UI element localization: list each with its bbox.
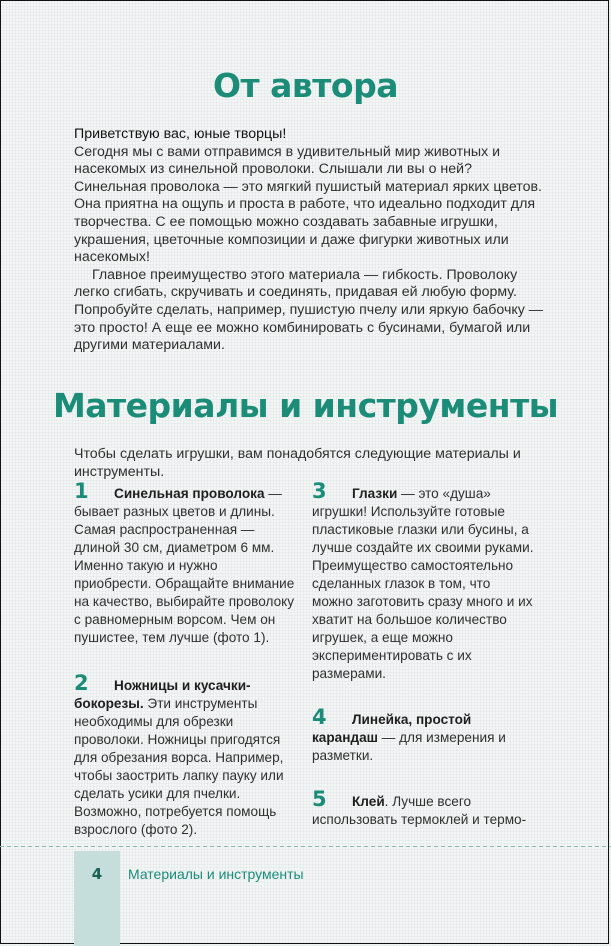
item-title: Глазки xyxy=(352,486,398,501)
item-text: Эти инструменты необходимы для обрезки проволоки. Ножницы пригодятся для обрезания ворса. Например, чтобы заострить лапку пауку или сделать усики для пчелки. Возможно, потребуется помощь взрослого (фото 2). xyxy=(74,696,284,837)
item-number: 1 xyxy=(74,479,89,503)
materials-lead: Чтобы сделать игрушки, вам понадобятся следующие материалы и инструменты. xyxy=(74,446,521,480)
item-title: Линейка, простой карандаш xyxy=(312,712,472,745)
item-title: Клей xyxy=(352,794,385,809)
intro-paragraph-2: Главное преимущество этого материала — гибкость. Проволоку легко сгибать, скручивать и соединять, придавая ей любую форму. Попробуйте сделать, например, пушистую пчелу или яркую бабочку — это просто! А еще ее можно комбинировать с бусинами, бумагой или другими материалами. xyxy=(74,266,543,354)
author-intro xyxy=(74,126,544,355)
item-text: — бывает разных цветов и длины. Самая распространенная — длиной 30 см, диаметром 6 мм. Именно такую и нужно приобрести. Обращайте внимание на качество, выбирайте проволоку с равномерным ворсом. Чем он пушистее, тем лучше (фото 1). xyxy=(74,486,295,645)
intro-paragraph-1: Сегодня мы с вами отправимся в удивительный мир животных и насекомых из синельной проволоки. Слышали ли вы о ней? Синельная проволока — это мягкий пушистый материал ярких цветов. Она приятна на ощупь и проста в работе, что идеально подходит для творчества. С ее помощью можно создавать забавные игрушки, украшения, цветочные композиции и даже фигурки животных или насекомых! xyxy=(74,143,542,266)
page-number: 4 xyxy=(91,865,103,883)
material-item-4 xyxy=(312,705,534,765)
item-title: Синельная проволока xyxy=(114,486,265,501)
item-number: 3 xyxy=(312,479,327,503)
material-item-3 xyxy=(312,479,534,683)
item-number: 5 xyxy=(312,787,327,811)
item-text: — для измерения и разметки. xyxy=(312,730,506,763)
item-title: Ножницы и кусачки-бокорезы. xyxy=(74,678,251,711)
material-item-2 xyxy=(74,671,296,839)
item-text: — это «душа» игрушки! Используйте готовые пластиковые глазки или бусины, а лучше создайте их своими руками. Преимущество самостоятельно сделанных глазок в том, что можно заготовить сразу много и их хватит на большое количество игрушек, а еще можно экспериментировать с их размерами. xyxy=(312,486,534,681)
item-number: 2 xyxy=(74,671,89,695)
author-section-title: От автора xyxy=(212,66,398,105)
material-item-5 xyxy=(312,787,534,829)
material-item-1 xyxy=(74,479,296,647)
running-head: Материалы и инструменты xyxy=(128,866,304,882)
item-text: . Лучше всего использовать термоклей и термо- xyxy=(312,794,527,827)
materials-section-title: Материалы и инструменты xyxy=(52,386,559,425)
footer-divider xyxy=(0,846,611,847)
item-number: 4 xyxy=(312,705,327,729)
greeting: Приветствую вас, юные творцы! xyxy=(74,126,287,142)
